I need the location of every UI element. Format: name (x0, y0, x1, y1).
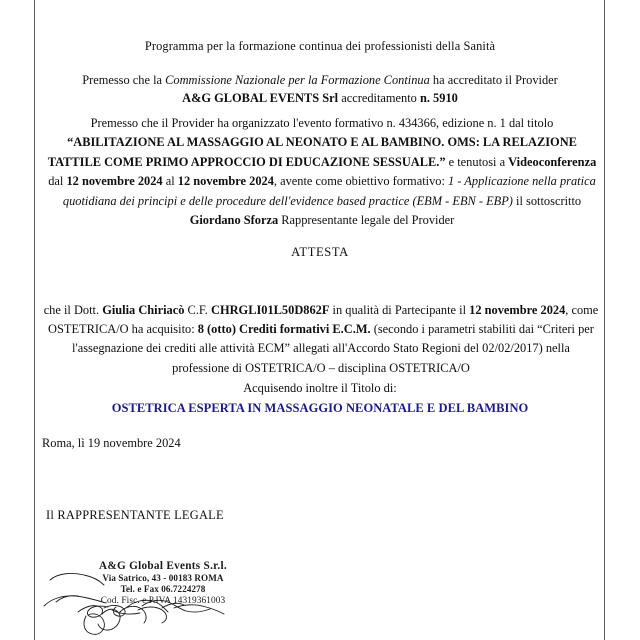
premise-provider-paragraph (40, 71, 600, 107)
page-left-rule (34, 0, 35, 640)
premise-event-paragraph (44, 114, 600, 230)
premise-provider-suffix: ha accreditato il Provider (429, 73, 558, 87)
premise-provider-prefix: Premesso che la (82, 73, 166, 87)
stamp-phone: Tel. e Fax 06.7224278 (120, 584, 206, 595)
event-objective: 1 - Applicazione nella pratica quotidiana dei principi e delle procedure dell'evidence based practice (EBM - EBN - EBP) (62, 174, 596, 208)
stamp-vat: Cod. Fisc. e P.IVA 14319361003 (100, 595, 226, 606)
legal-representative-label: Il RAPPRESENTANTE LEGALE (46, 508, 224, 522)
participant-prefix: che il Dott. (43, 303, 103, 317)
event-date-to: 12 novembre 2024 (177, 174, 274, 189)
accreditation-number: n. 5910 (419, 91, 458, 105)
event-title: “ABILITAZIONE AL MASSAGGIO AL NEONATO E AL BAMBINO. OMS: LA RELAZIONE TATTILE COME PRIMO APPROCCIO DI EDUCAZIONE SESSUALE.” (47, 135, 577, 169)
participant-profession-label: , come OSTETRICA/O ha acquisito: (48, 303, 599, 337)
held-prefix: e tenutosi a (445, 154, 509, 169)
awarded-title-intro: Acquisendo inoltre il Titolo di: (243, 381, 397, 395)
awarded-title: OSTETRICA ESPERTA IN MASSAGGIO NEONATALE E DEL BAMBINO (111, 401, 529, 415)
participant-fiscal-code: CHRGLI01L50D862F (211, 303, 330, 317)
page-right-rule (604, 0, 605, 640)
signer-role: Rappresentante legale del Provider (278, 213, 455, 228)
attesta-label: ATTESTA (291, 245, 349, 259)
participant-role-label: in qualità di Partecipante il (329, 303, 470, 317)
fiscal-code-label: C.F. (184, 303, 212, 317)
certificate-content (40, 0, 600, 640)
event-intro: Premesso che il Provider ha organizzato l'evento formativo n. 434366, edizione n. 1 dal titolo (90, 116, 554, 130)
event-date-from: 12 novembre 2024 (66, 174, 163, 189)
signer-prefix: il sottoscritto (516, 193, 582, 208)
provider-name: A&G GLOBAL EVENTS Srl (182, 91, 339, 105)
company-stamp (48, 560, 278, 607)
place-and-date: Roma, lì 19 novembre 2024 (42, 436, 181, 450)
commission-name: Commissione Nazionale per la Formazione Continua (165, 73, 430, 87)
stamp-address: Via Satrico, 43 - 00183 ROMA (102, 573, 224, 583)
objective-label: , avente come obiettivo formativo: (273, 174, 449, 189)
signer-name: Giordano Sforza (189, 213, 279, 228)
program-title: Programma per la formazione continua dei professionisti della Sanità (144, 39, 496, 53)
credits-criteria-note: (secondo i parametri stabiliti dai “Criteri per l'assegnazione dei crediti alle attività ECM” allegati all'Accordo Stato Regioni del 02/02/2017) nella professione di OSTETRICA/O – disciplina OSTETRICA/O (72, 322, 594, 375)
accreditation-label: accreditamento (338, 91, 420, 105)
participant-name: Giulia Chiriacò (102, 303, 185, 317)
date-to-label: al (162, 174, 178, 189)
participation-date: 12 novembre 2024 (469, 303, 566, 317)
awarded-title-block (40, 379, 600, 417)
date-from-label: dal (48, 174, 67, 189)
credits-earned: 8 (otto) Crediti formativi E.C.M. (197, 322, 371, 337)
participant-paragraph (42, 301, 600, 378)
stamp-company-name: A&G Global Events S.r.l. (99, 560, 227, 572)
event-modality: Videoconferenza (508, 154, 597, 169)
